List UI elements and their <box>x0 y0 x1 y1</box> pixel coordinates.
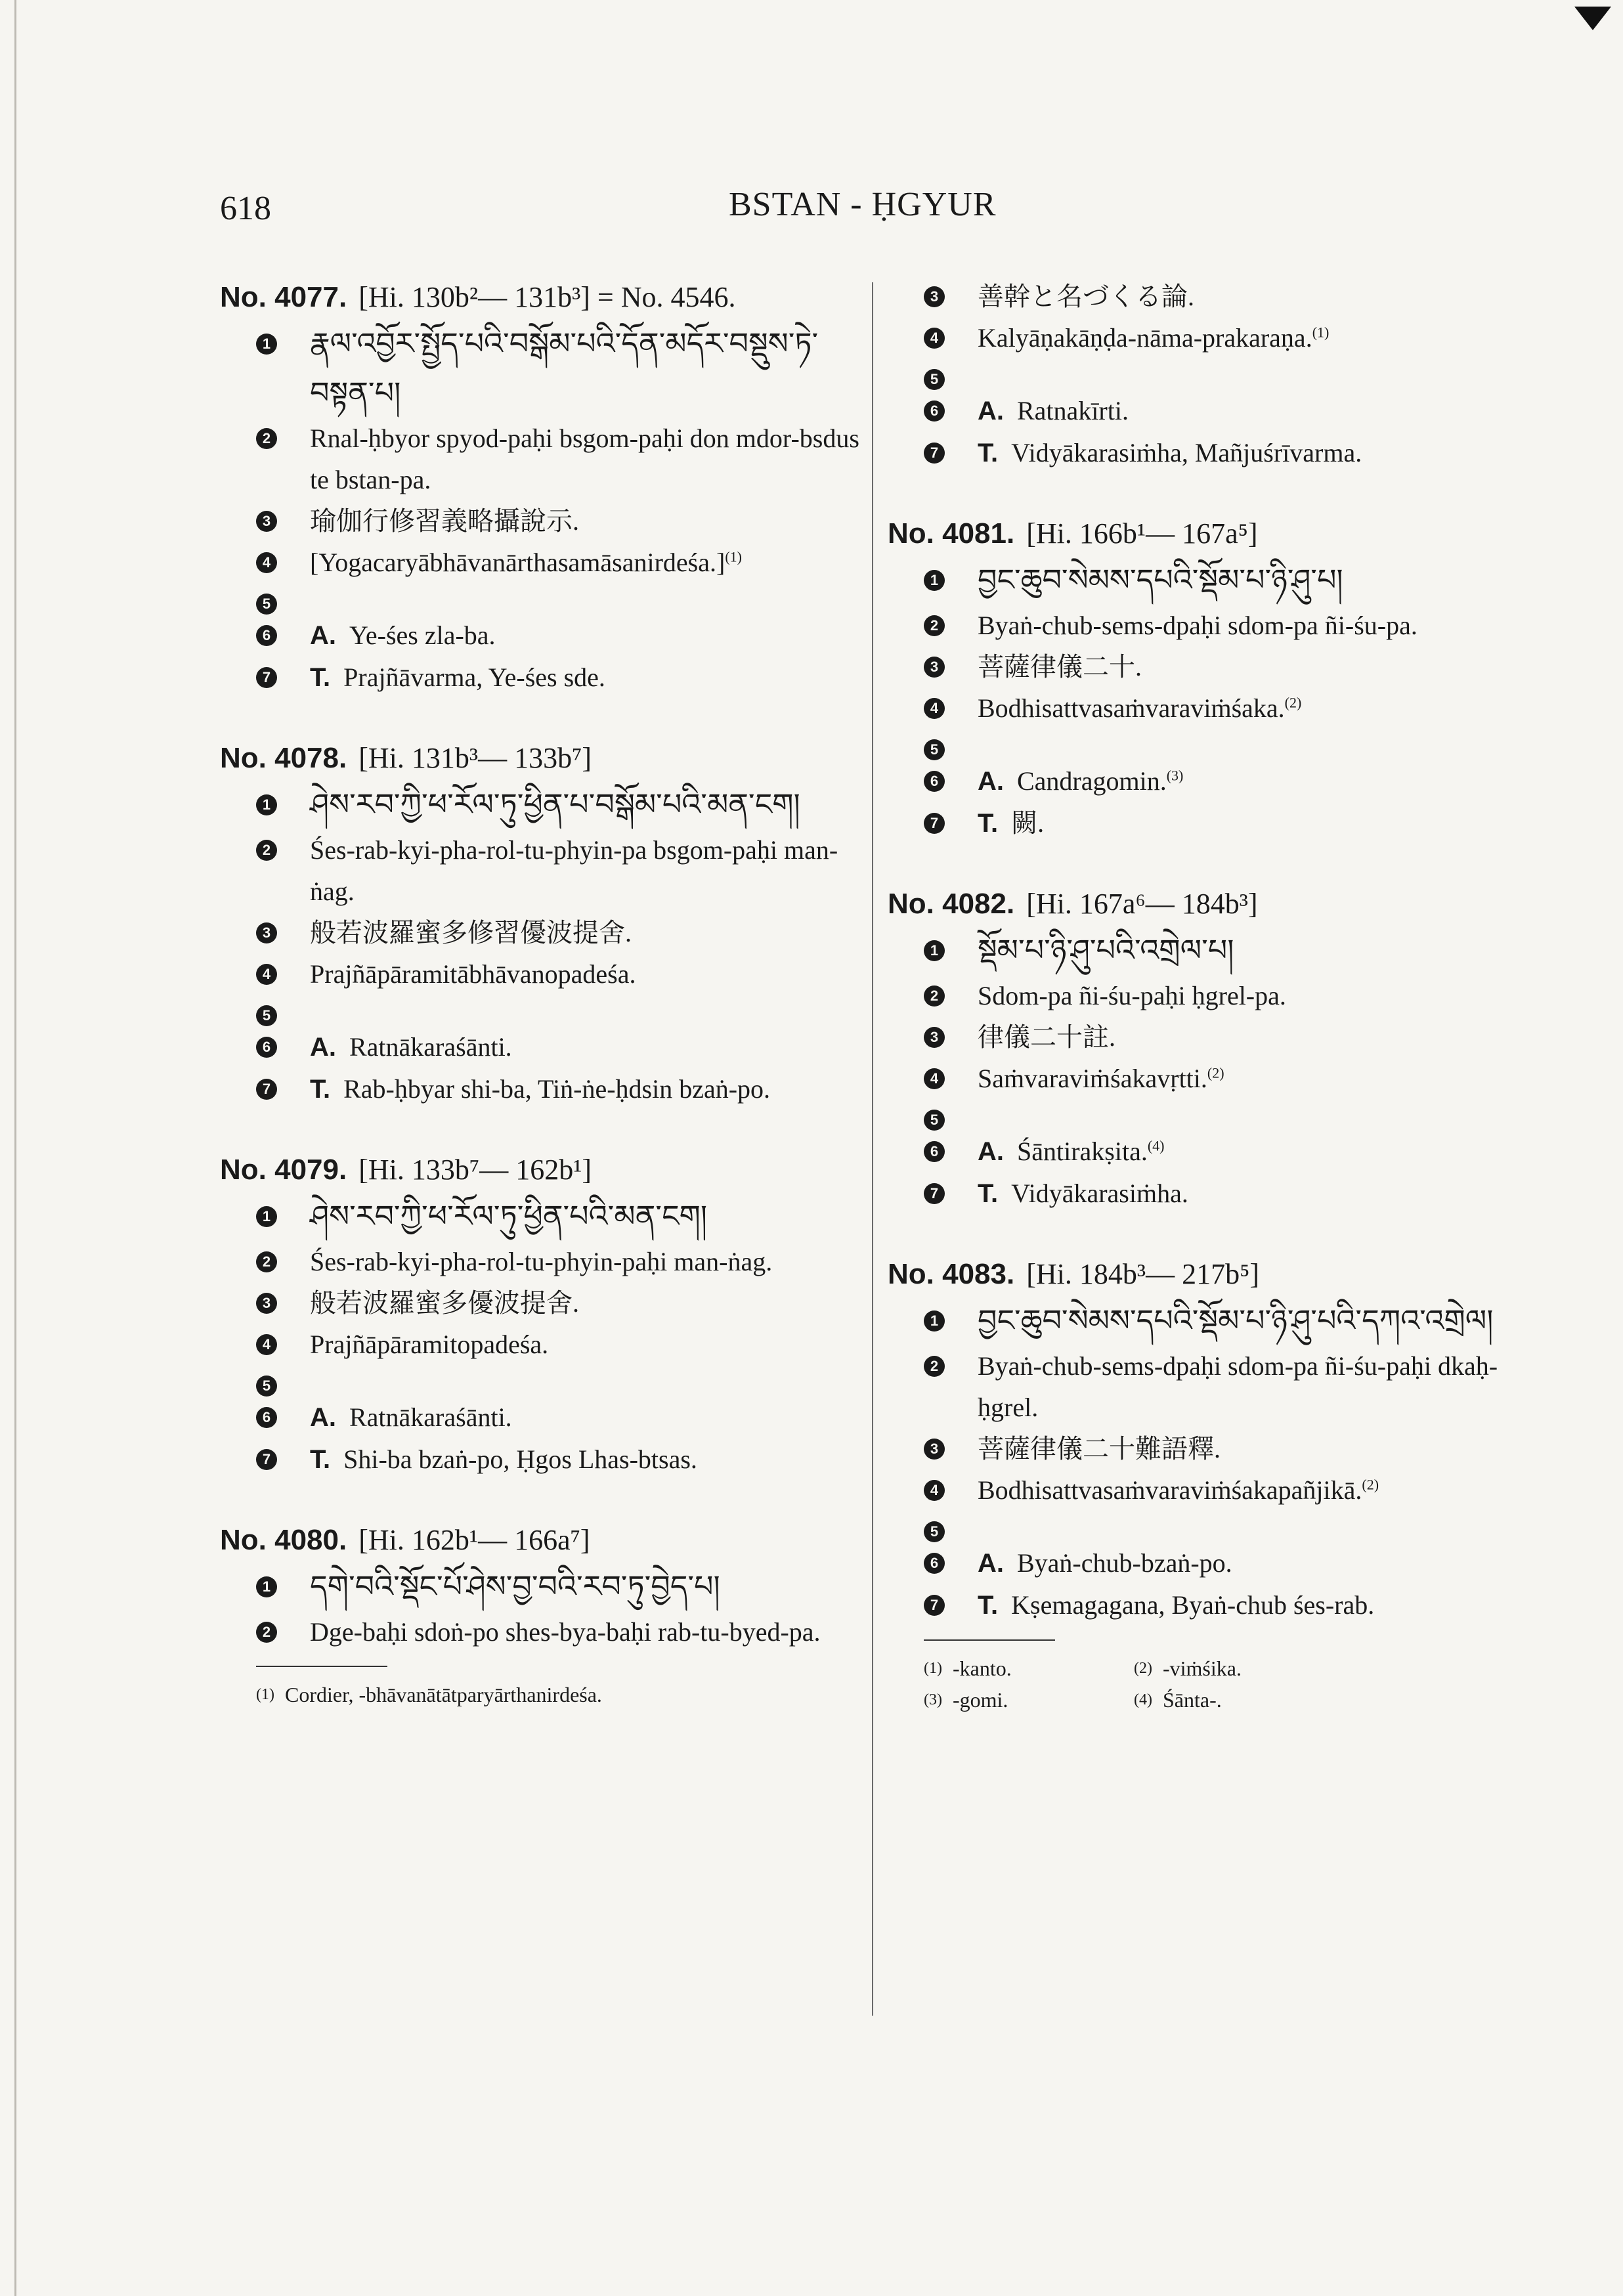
field-value: Vidyākarasiṁha. <box>1011 1179 1188 1208</box>
entry-field <box>256 829 863 912</box>
field-text <box>978 760 1544 802</box>
field-number-badge: 2 <box>256 840 277 861</box>
field-text <box>310 1026 863 1068</box>
field-text <box>978 1584 1544 1626</box>
field-text <box>310 912 863 953</box>
field-number-badge: 5 <box>256 1375 277 1397</box>
field-number-badge: 4 <box>256 964 277 985</box>
footnote-ref: (1) <box>1312 324 1330 341</box>
role-label: A. <box>978 1137 1004 1166</box>
tibetan-title: བྱང་ཆུབ་སེམས་དཔའི་སྡོམ་པ་ཉི་ཤུ་པ། <box>978 562 1343 597</box>
field-number-badge: 1 <box>256 334 277 355</box>
field-text <box>310 1068 863 1110</box>
field-value: 般若波羅蜜多優波提舍. <box>310 1288 579 1318</box>
field-value: Ratnakīrti. <box>1017 396 1129 425</box>
tibetan-title: ཤེས་རབ་ཀྱི་ཕ་རོལ་ཏུ་ཕྱིན་པའི་མན་ངག། <box>310 1198 708 1234</box>
field-value: 般若波羅蜜多修習優波提舍. <box>310 918 632 947</box>
role-label: A. <box>978 1549 1004 1578</box>
field-number-badge: 2 <box>924 615 945 636</box>
field-number-badge: 4 <box>256 552 277 573</box>
field-text <box>310 1397 863 1439</box>
role-label: T. <box>978 1179 999 1208</box>
field-number-badge: 5 <box>256 1005 277 1026</box>
entry-field <box>924 926 1544 975</box>
footnote-row <box>924 1684 1544 1716</box>
field-number-badge: 7 <box>924 813 945 834</box>
entry-field <box>256 500 863 542</box>
field-number-badge: 2 <box>256 1251 277 1272</box>
field-number-badge: 2 <box>256 1622 277 1643</box>
footnote-mark: (4) <box>1134 1691 1152 1708</box>
entry-field <box>256 912 863 953</box>
field-number-badge: 5 <box>924 739 945 760</box>
footnote-ref: (2) <box>1362 1476 1379 1493</box>
field-value: Bodhisattvasaṁvaraviṁśakapañjikā. <box>978 1475 1362 1505</box>
catalog-entry <box>220 737 863 1110</box>
field-number-badge: 7 <box>256 667 277 688</box>
field-text <box>978 802 1544 844</box>
entry-field <box>924 729 1544 760</box>
field-text <box>978 687 1544 729</box>
entry-field <box>924 760 1544 802</box>
role-label: A. <box>978 767 1004 796</box>
role-label: A. <box>310 1033 336 1062</box>
field-value: Bodhisattvasaṁvaraviṁśaka. <box>978 693 1285 723</box>
entry-field <box>924 1542 1544 1584</box>
folio-reference: [Hi. 166b¹— 167a⁵] <box>1026 517 1258 550</box>
continued-entry <box>888 276 1544 474</box>
entry-field <box>924 276 1544 317</box>
corner-mark-icon <box>1574 7 1611 30</box>
field-number-badge: 7 <box>924 1183 945 1204</box>
field-text <box>978 1469 1544 1511</box>
entry-field <box>924 646 1544 687</box>
footnote-rule <box>924 1639 1055 1641</box>
entry-field <box>924 358 1544 390</box>
field-text <box>978 1058 1544 1099</box>
field-value: Byaṅ-chub-sems-dpaḥi sdom-pa ñi-śu-paḥi dkaḥ-ḥgrel. <box>978 1351 1498 1422</box>
entry-heading <box>220 1519 863 1562</box>
entry-field <box>256 1241 863 1282</box>
field-value: Śes-rab-kyi-pha-rol-tu-phyin-paḥi man-ṅag. <box>310 1247 773 1276</box>
entry-field <box>256 1365 863 1397</box>
footnote <box>1134 1684 1344 1716</box>
field-value: 善幹と名づくる論. <box>978 282 1194 311</box>
field-value: Candragomin. <box>1017 766 1167 796</box>
entry-field <box>256 1611 863 1653</box>
entry-field <box>256 1068 863 1110</box>
field-number-badge: 7 <box>256 1079 277 1100</box>
field-text <box>978 1345 1544 1428</box>
entry-heading <box>888 1253 1544 1296</box>
entry-number: No. 4082. <box>888 888 1015 920</box>
entry-field <box>924 1584 1544 1626</box>
field-number-badge: 2 <box>256 428 277 449</box>
entry-field <box>924 1428 1544 1469</box>
field-text <box>310 1439 863 1481</box>
field-text <box>310 1241 863 1282</box>
field-text <box>310 542 863 583</box>
field-number-badge: 6 <box>924 401 945 422</box>
field-number-badge: 4 <box>924 698 945 719</box>
field-number-badge: 3 <box>924 1027 945 1048</box>
folio-reference: [Hi. 130b²— 131b³] = No. 4546. <box>358 281 736 313</box>
field-text <box>310 319 863 418</box>
field-number-badge: 3 <box>256 922 277 943</box>
field-text <box>310 1562 863 1611</box>
entry-field <box>924 1345 1544 1428</box>
field-number-badge: 5 <box>924 1521 945 1542</box>
entry-field <box>924 1511 1544 1542</box>
entry-number: No. 4080. <box>220 1524 347 1556</box>
field-text <box>978 276 1544 317</box>
field-text <box>978 975 1544 1016</box>
entry-number: No. 4078. <box>220 742 347 774</box>
field-value: Dge-baḥi sdoṅ-po shes-bya-baḥi rab-tu-byed-pa. <box>310 1617 821 1647</box>
role-label: T. <box>310 1445 331 1474</box>
folio-reference: [Hi. 133b⁷— 162b¹] <box>358 1154 592 1186</box>
field-value: Śes-rab-kyi-pha-rol-tu-phyin-pa bsgom-paḥi man-ṅag. <box>310 835 838 906</box>
footnote-mark: (1) <box>256 1686 274 1703</box>
entry-field <box>256 542 863 583</box>
field-number-badge: 1 <box>256 794 277 815</box>
catalog-entry <box>888 882 1544 1215</box>
footnotes <box>256 1679 863 1710</box>
tibetan-title: རྣལ་འབྱོར་སྤྱོད་པའི་བསྒོམ་པའི་དོན་མདོར་བསྡུས་ཏེ་བསྟན་པ། <box>310 326 819 410</box>
field-number-badge: 1 <box>924 1310 945 1332</box>
folio-reference: [Hi. 131b³— 133b⁷] <box>358 742 592 774</box>
footnote-row <box>924 1653 1544 1684</box>
field-number-badge: 6 <box>924 771 945 792</box>
field-number-badge: 3 <box>924 657 945 678</box>
field-text <box>310 1192 863 1241</box>
role-label: T. <box>310 1075 331 1104</box>
role-label: T. <box>978 1591 999 1620</box>
entry-field <box>256 1562 863 1611</box>
entry-field <box>924 1469 1544 1511</box>
field-text <box>310 953 863 995</box>
field-text <box>310 780 863 829</box>
footnote <box>924 1684 1134 1716</box>
footnote-mark: (1) <box>924 1660 942 1677</box>
entry-field <box>256 657 863 699</box>
field-value: Saṁvaraviṁśakavṛtti. <box>978 1064 1207 1093</box>
field-text <box>978 390 1544 432</box>
left-column <box>220 276 863 1710</box>
entry-field <box>924 1058 1544 1099</box>
field-value: Prajñāpāramitopadeśa. <box>310 1330 549 1359</box>
field-number-badge: 2 <box>924 986 945 1007</box>
footnote-ref: (3) <box>1166 767 1184 784</box>
entry-field <box>924 555 1544 605</box>
field-text <box>310 500 863 542</box>
tibetan-title: སྡོམ་པ་ཉི་ཤུ་པའི་འགྲེལ་པ། <box>978 932 1234 968</box>
entry-field <box>924 1173 1544 1215</box>
entry-number: No. 4077. <box>220 281 347 313</box>
field-number-badge: 3 <box>256 511 277 532</box>
field-text <box>978 1131 1544 1173</box>
field-value: Ratnākaraśānti. <box>349 1032 512 1062</box>
entry-field <box>256 1282 863 1324</box>
field-text <box>978 605 1544 646</box>
field-value: 菩薩律儀二十. <box>978 652 1142 682</box>
field-text <box>978 1173 1544 1215</box>
footnote-ref: (2) <box>1284 694 1302 711</box>
entry-field <box>924 687 1544 729</box>
field-number-badge: 5 <box>924 1110 945 1131</box>
field-value: Śāntirakṣita. <box>1017 1137 1148 1166</box>
entry-number: No. 4083. <box>888 1258 1015 1290</box>
field-text <box>310 657 863 699</box>
entry-field <box>924 1296 1544 1345</box>
footnote <box>924 1653 1134 1684</box>
footnote-text: Cordier, -bhāvanātātparyārthanirdeśa. <box>284 1683 602 1706</box>
entry-field <box>256 995 863 1026</box>
page-edge <box>14 0 16 2296</box>
field-value: Ye-śes zla-ba. <box>349 620 496 650</box>
role-label: T. <box>978 809 999 838</box>
field-text <box>310 1611 863 1653</box>
entry-field <box>924 317 1544 358</box>
field-value: Rnal-ḥbyor spyod-paḥi bsgom-paḥi don mdor-bsdus te bstan-pa. <box>310 423 859 494</box>
field-number-badge: 5 <box>256 594 277 615</box>
entry-field <box>256 1439 863 1481</box>
field-text <box>310 1324 863 1365</box>
role-label: T. <box>978 439 999 467</box>
field-number-badge: 6 <box>924 1141 945 1162</box>
entry-field <box>256 1192 863 1241</box>
footnote-text: Śānta-. <box>1162 1688 1222 1712</box>
folio-reference: [Hi. 184b³— 217b⁵] <box>1026 1258 1260 1290</box>
field-number-badge: 3 <box>256 1293 277 1314</box>
entry-field <box>256 418 863 500</box>
role-label: A. <box>310 621 336 650</box>
field-value: 闕. <box>1011 808 1045 838</box>
catalog-entry <box>888 512 1544 844</box>
entry-field <box>256 615 863 657</box>
footnote-ref: (4) <box>1147 1137 1165 1154</box>
entry-field <box>924 1099 1544 1131</box>
field-text <box>978 317 1544 358</box>
field-text <box>310 615 863 657</box>
field-number-badge: 7 <box>924 1595 945 1616</box>
entry-number: No. 4079. <box>220 1154 347 1186</box>
column-divider <box>872 282 873 2016</box>
entry-number: No. 4081. <box>888 517 1015 550</box>
field-number-badge: 3 <box>924 286 945 307</box>
entry-field <box>256 1026 863 1068</box>
field-text <box>310 418 863 500</box>
entry-field <box>924 1131 1544 1173</box>
field-number-badge: 4 <box>924 328 945 349</box>
field-number-badge: 1 <box>256 1206 277 1227</box>
entry-field <box>924 802 1544 844</box>
field-value: Kṣemagagana, Byaṅ-chub śes-rab. <box>1011 1590 1375 1620</box>
role-label: A. <box>310 1403 336 1432</box>
footnote-ref: (2) <box>1207 1064 1224 1081</box>
tibetan-title: བྱང་ཆུབ་སེམས་དཔའི་སྡོམ་པ་ཉི་ཤུ་པའི་དཀའ་འགྲེལ། <box>978 1303 1494 1338</box>
entry-field <box>924 605 1544 646</box>
entry-field <box>256 1324 863 1365</box>
right-column <box>888 276 1544 1716</box>
field-text <box>978 1428 1544 1469</box>
field-number-badge: 1 <box>256 1576 277 1597</box>
folio-reference: [Hi. 162b¹— 166a⁷] <box>358 1524 590 1556</box>
field-text <box>978 926 1544 975</box>
field-number-badge: 4 <box>256 1334 277 1355</box>
field-number-badge: 4 <box>924 1068 945 1089</box>
footnote-text: -gomi. <box>952 1688 1008 1712</box>
field-text <box>310 1282 863 1324</box>
field-text <box>978 555 1544 605</box>
field-text <box>978 646 1544 687</box>
catalog-entry <box>888 1253 1544 1626</box>
running-title: BSTAN - ḤGYUR <box>729 186 997 223</box>
footnotes <box>924 1653 1544 1716</box>
entry-field <box>256 780 863 829</box>
entry-field <box>924 1016 1544 1058</box>
catalog-entry <box>220 276 863 699</box>
footnote <box>1134 1653 1344 1684</box>
field-number-badge: 1 <box>924 940 945 961</box>
field-value: Prajñāpāramitābhāvanopadeśa. <box>310 959 636 989</box>
entry-field <box>256 583 863 615</box>
field-number-badge: 7 <box>924 443 945 464</box>
entry-field <box>256 953 863 995</box>
footnote-rule <box>256 1666 387 1667</box>
field-value: Rab-ḥbyar shi-ba, Tiṅ-ṅe-ḥdsin bzaṅ-po. <box>343 1074 771 1104</box>
footnote-text: -viṁśika. <box>1162 1657 1242 1680</box>
field-value: 菩薩律儀二十難語釋. <box>978 1434 1221 1463</box>
field-value: Sdom-pa ñi-śu-paḥi ḥgrel-pa. <box>978 981 1286 1010</box>
field-number-badge: 6 <box>256 1407 277 1428</box>
field-number-badge: 1 <box>924 570 945 591</box>
field-number-badge: 6 <box>924 1553 945 1574</box>
field-value: Prajñāvarma, Ye-śes sde. <box>343 662 605 692</box>
field-number-badge: 7 <box>256 1449 277 1470</box>
field-value: 瑜伽行修習義略攝說示. <box>310 506 579 536</box>
field-value: Shi-ba bzaṅ-po, Ḥgos Lhas-btsas. <box>343 1444 697 1474</box>
entry-field <box>256 319 863 418</box>
entry-field <box>924 390 1544 432</box>
footnote-mark: (3) <box>924 1691 942 1708</box>
field-number-badge: 3 <box>924 1439 945 1460</box>
role-label: T. <box>310 663 331 692</box>
footnote-text: -kanto. <box>952 1657 1012 1680</box>
footnote-ref: (1) <box>725 548 742 565</box>
field-number-badge: 4 <box>924 1480 945 1501</box>
field-text <box>978 1016 1544 1058</box>
field-number-badge: 6 <box>256 625 277 646</box>
field-text <box>978 432 1544 474</box>
field-value: Vidyākarasiṁha, Mañjuśrīvarma. <box>1011 438 1362 467</box>
field-text <box>978 1296 1544 1345</box>
entry-heading <box>220 1148 863 1192</box>
catalog-entry <box>220 1148 863 1481</box>
field-value: 律儀二十註. <box>978 1022 1115 1052</box>
entry-heading <box>888 512 1544 555</box>
footnote-mark: (2) <box>1134 1660 1152 1677</box>
folio-reference: [Hi. 167a⁶— 184b³] <box>1026 888 1258 920</box>
field-number-badge: 2 <box>924 1356 945 1377</box>
field-number-badge: 6 <box>256 1037 277 1058</box>
entry-heading <box>220 737 863 780</box>
field-number-badge: 5 <box>924 369 945 390</box>
entry-field <box>924 975 1544 1016</box>
field-text <box>978 1542 1544 1584</box>
entry-heading <box>220 276 863 319</box>
entry-field <box>924 432 1544 474</box>
page-number: 618 <box>220 190 271 227</box>
role-label: A. <box>978 397 1004 425</box>
entry-field <box>256 1397 863 1439</box>
field-value: Ratnākaraśānti. <box>349 1402 512 1432</box>
field-value: [Yogacaryābhāvanārthasamāsanirdeśa.] <box>310 548 725 577</box>
catalog-entry <box>220 1519 863 1653</box>
entry-heading <box>888 882 1544 926</box>
tibetan-title: ཤེས་རབ་ཀྱི་ཕ་རོལ་ཏུ་ཕྱིན་པ་བསྒོམ་པའི་མན་ངག། <box>310 787 800 822</box>
field-text <box>310 829 863 912</box>
tibetan-title: དགེ་བའི་སྡོང་པོ་ཤེས་བྱ་བའི་རབ་ཏུ་བྱེད་པ། <box>310 1569 720 1604</box>
field-value: Byaṅ-chub-sems-dpaḥi sdom-pa ñi-śu-pa. <box>978 611 1417 640</box>
field-value: Kalyāṇakāṇḍa-nāma-prakaraṇa. <box>978 323 1312 353</box>
field-value: Byaṅ-chub-bzaṅ-po. <box>1017 1548 1232 1578</box>
